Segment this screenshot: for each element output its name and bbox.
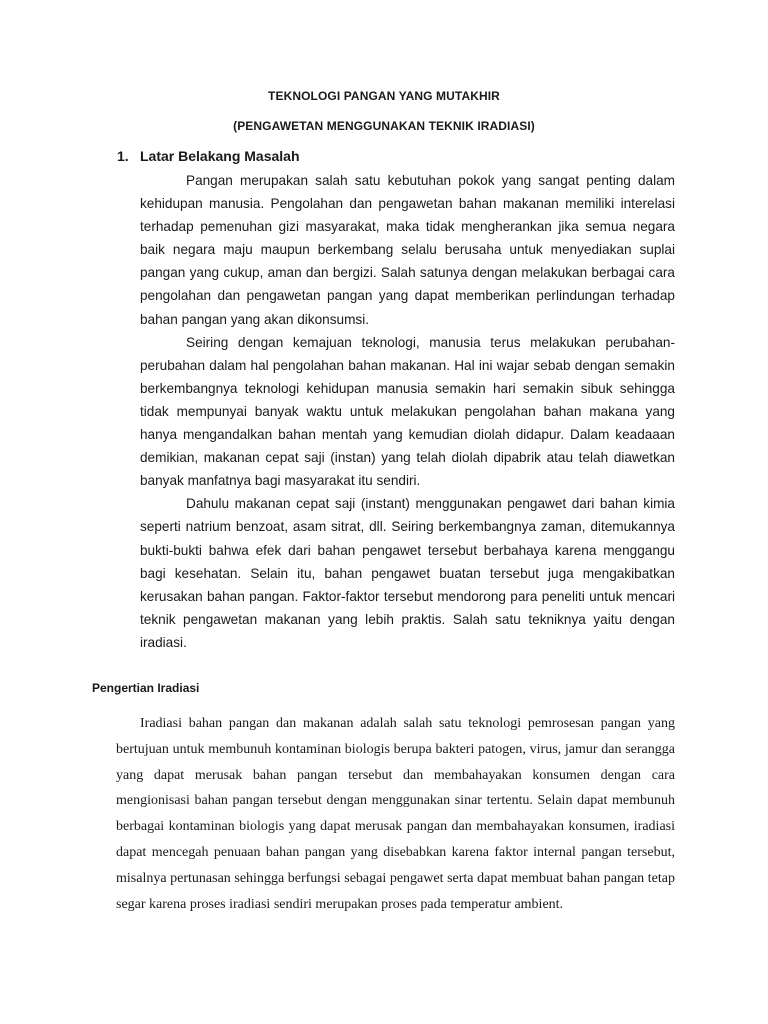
document-title: TEKNOLOGI PANGAN YANG MUTAKHIR — [268, 89, 500, 103]
section-title: Latar Belakang Masalah — [140, 148, 300, 164]
subsection-body — [116, 711, 675, 917]
paragraph: Pangan merupakan salah satu kebutuhan pokok yang sangat penting dalam kehidupan manusia. Pengolahan dan pengawetan bahan makanan memiliki interelasi terhadap pemenuhan gizi masyarakat, maka tidak mengherankan jika semua negara baik negara maju maupun berkembang selalu berusaha untuk menyediakan suplai pangan yang cukup, aman dan bergizi. Salah satunya dengan melakukan berbagai cara pengolahan dan pengawetan pangan yang dapat memberikan perlindungan terhadap bahan pangan yang akan dikonsumsi. — [140, 173, 675, 327]
paragraph: Iradiasi bahan pangan dan makanan adalah salah satu teknologi pemrosesan pangan yang bertujuan untuk membunuh kontaminan biologis berupa bakteri patogen, virus, jamur dan serangga yang dapat merusak bahan pangan tersebut dan membahayakan konsumen dengan cara mengionisasi bahan pangan tersebut dengan menggunakan sinar tertentu. Selain dapat membunuh berbagai kontaminan biologis yang dapat merusak pangan dan membahayakan konsumen, iradiasi dapat mencegah penuaan bahan pangan yang disebabkan karena faktor internal pangan tersebut, misalnya pertunasan sehingga berfungsi sebagai pengawet serta dapat membuat bahan pangan tetap segar karena proses iradiasi sendiri merupakan proses pada temperatur ambient. — [116, 716, 675, 912]
paragraph: Dahulu makanan cepat saji (instant) menggunakan pengawet dari bahan kimia seperti natrium benzoat, asam sitrat, dll. Seiring berkembangnya zaman, ditemukannya bukti-bukti bahwa efek dari bahan pengawet tersebut berbahaya karena menggangu bagi kesehatan. Selain itu, bahan pengawet buatan tersebut juga mengakibatkan kerusakan bahan pangan. Faktor-faktor tersebut mendorong para peneliti untuk mencari teknik pengawetan makanan yang lebih praktis. Salah satu tekniknya yaitu dengan iradiasi. — [140, 496, 675, 650]
section-body — [140, 169, 675, 654]
paragraph: Seiring dengan kemajuan teknologi, manusia terus melakukan perubahan-perubahan dalam hal pengolahan bahan makanan. Hal ini wajar sebab dengan semakin berkembangnya teknologi kehidupan manusia semakin hari semakin sibuk sehingga tidak mempunyai banyak waktu untuk melakukan pengolahan bahan makana yang hanya mengandalkan bahan mentah yang kemudian diolah didapur. Dalam keadaaan demikian, makanan cepat saji (instan) yang telah diolah dipabrik atau telah diawetkan banyak manfatnya bagi masyarakat itu sendiri. — [140, 334, 675, 489]
section-number: 1. — [117, 148, 129, 164]
section-heading — [117, 148, 300, 164]
subsection-heading: Pengertian Iradiasi — [92, 681, 200, 695]
document-subtitle: (PENGAWETAN MENGGUNAKAN TEKNIK IRADIASI) — [233, 119, 535, 133]
